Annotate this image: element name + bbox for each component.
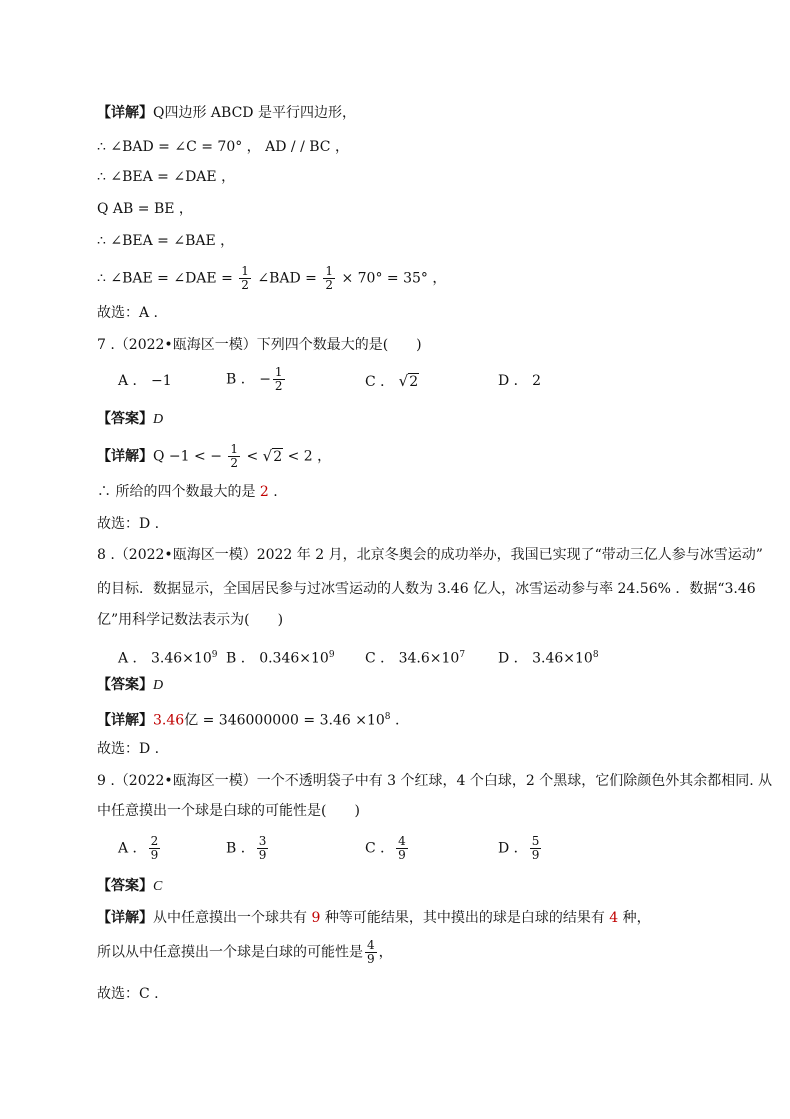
q8-choice: 故选：D . — [97, 741, 160, 757]
fraction: $\frac{1}{2}$ — [325, 264, 333, 292]
q9-option-c: C ． $\frac{4}{9}$ — [365, 834, 406, 862]
q9-option-b: B ． $\frac{3}{9}$ — [226, 834, 267, 862]
q9-detail-2: 所以从中任意摸出一个球是白球的可能性是 $\frac{4}{9}$ ， — [97, 938, 393, 966]
q8-detail: 【详解】3.46亿 = $346000000 = 3.46 \times 10^8$ . — [97, 712, 400, 729]
q8-stem-1: 8 .（2022•瓯海区一模）2022 年 2 月，北京冬奥会的成功举办，我国已实现了“带动三亿人参与冰雪运动” — [97, 547, 763, 563]
q7-option-a: A ． −1 — [118, 373, 172, 389]
q7-stem: 7 .（2022•瓯海区一模）下列四个数最大的是( ) — [97, 337, 422, 353]
p6-line-3: ∴ ∠BEA = ∠DAE ， — [97, 169, 236, 185]
q9-answer: 【答案】C — [97, 878, 163, 894]
q8-answer: 【答案】D — [97, 677, 164, 693]
q7-detail-1: 【详解】Q −1 < − $\frac{1}{2}$ < √2 < 2 ， — [97, 442, 332, 470]
q9-option-d: D ． $\frac{5}{9}$ — [498, 834, 540, 862]
q7-detail-2: ∴ 所给的四个数最大的是 2 . — [97, 484, 278, 500]
p6-choice: 故选：A . — [97, 305, 159, 321]
p6-line-1: 【详解】Q四边形 ABCD 是平行四边形， — [97, 105, 356, 121]
q7-answer: 【答案】D — [97, 411, 164, 427]
p6-line-6: ∴ ∠BAE = ∠DAE = $\frac{1}{2}$ ∠BAD = $\frac{1}{2}$ × 70° = 35° ， — [97, 264, 447, 292]
q7-choice: 故选：D . — [97, 516, 160, 532]
detail-tag: 【详解】 — [97, 105, 153, 121]
q9-stem-2: 中任意摸出一个球是白球的可能性是( ) — [97, 803, 360, 819]
q8-stem-2: 的目标．数据显示，全国居民参与过冰雪运动的人数为 3.46 亿人，冰雪运动参与率 24.56% ．数据“3.46 — [97, 581, 756, 597]
q8-stem-3: 亿”用科学记数法表示为( ) — [97, 612, 284, 628]
q7-option-c: C ． √2 — [365, 372, 419, 390]
p6-line-5: ∴ ∠BEA = ∠BAE ， — [97, 233, 235, 249]
q9-stem-1: 9 .（2022•瓯海区一模）一个不透明袋子中有 3 个红球，4 个白球，2 个黑球，它们除颜色外其余都相同. 从 — [97, 773, 773, 789]
q9-option-a: A ． $\frac{2}{9}$ — [118, 834, 159, 862]
q8-option-c: C ． $34.6\times 10^7$ — [365, 650, 466, 667]
q8-option-a: A ． $3.46\times 10^9$ — [118, 650, 218, 667]
q8-option-b: B ． $0.346\times 10^9$ — [226, 650, 335, 667]
sqrt-symbol: √2 — [398, 372, 419, 390]
q9-detail-1: 【详解】从中任意摸出一个球共有 9 种等可能结果，其中摸出的球是白球的结果有 4 种， — [97, 910, 651, 926]
fraction: $\frac{1}{2}$ — [241, 264, 249, 292]
q7-option-d: D ． 2 — [498, 373, 542, 389]
q7-option-b: B ． − $\frac{1}{2}$ — [226, 365, 283, 393]
p6-line-2: ∴ ∠BAD = ∠C = 70° ， AD / / BC ， — [97, 139, 349, 155]
q8-option-d: D ． $3.46\times 10^8$ — [498, 650, 599, 667]
p6-line-4: Q AB = BE ， — [97, 201, 193, 217]
q9-choice: 故选：C . — [97, 986, 159, 1002]
